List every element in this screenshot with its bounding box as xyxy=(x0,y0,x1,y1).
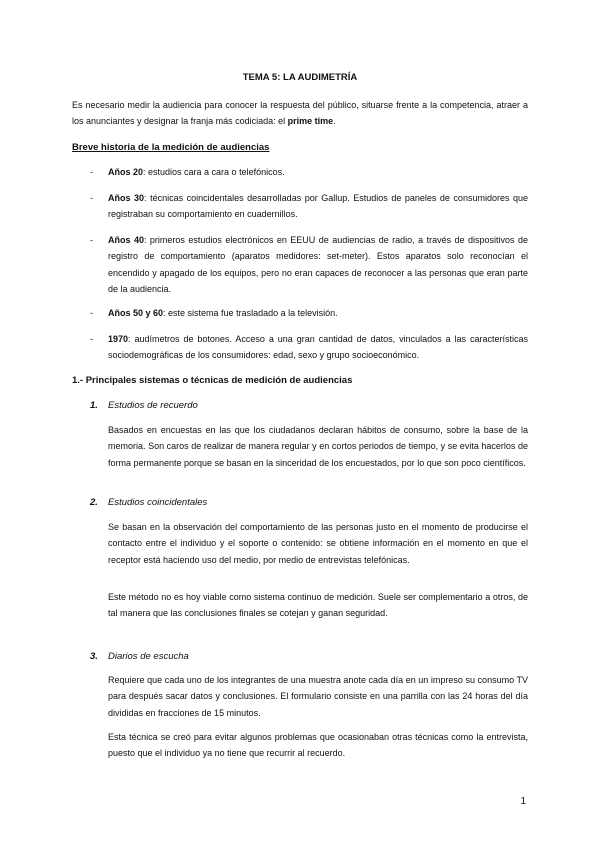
history-item: Años 20: estudios cara a cara o telefónicos. xyxy=(108,167,285,177)
section-1-heading: 1.- Principales sistemas o técnicas de medición de audiencias xyxy=(72,375,353,386)
document-title: TEMA 5: LA AUDIMETRÍA xyxy=(242,72,358,83)
prime-time-term: prime time xyxy=(287,116,334,127)
bullet-marker: - xyxy=(90,235,93,245)
subsection-2-paragraph: Se basan en la observación del comportamiento de las personas justo en el momento de producirse el contacto entre el individuo y el soporte o contenido: se obtiene información en el momento en que el receptor está haciendo uso del medio, por medio de entrevistas telefónicas. xyxy=(108,522,528,565)
subsection-1-heading: 1. Estudios de recuerdo xyxy=(90,400,198,411)
bullet-marker: - xyxy=(90,308,93,318)
subsection-3-heading: 3. Diarios de escucha xyxy=(90,651,189,662)
bullet-marker: - xyxy=(90,193,93,203)
page-number: 1 xyxy=(520,796,526,807)
intro-paragraph: Es necesario medir la audiencia para conocer la respuesta del público, situarse frente a la competencia, atraer a los anunciantes y designar la franja más codiciada: el prime time. xyxy=(72,100,528,127)
bullet-marker: - xyxy=(90,334,93,344)
history-item: Años 50 y 60: este sistema fue trasladado a la televisión. xyxy=(108,308,338,318)
bullet-marker: - xyxy=(90,167,93,177)
subsection-3-paragraph: Requiere que cada uno de los integrantes de una muestra anote cada día en un impreso su consumo TV para después sacar datos y conclusiones. El formulario consiste en una parrilla con las 24 horas del día divididas en fracciones de 15 minutos. xyxy=(108,675,528,718)
history-item: Años 40: primeros estudios electrónicos en EEUU de audiencias de radio, a través de dispositivos de registro de comportamiento (aparatos medidores: set-meter). Estos aparatos solo reconocían el encendido y apagado de los equipos, pero no eran capaces de reconocer a las personas que eran parte de la audiencia. xyxy=(108,235,528,294)
subsection-2-paragraph: Este método no es hoy viable como sistema continuo de medición. Suele ser complementario a otros, de tal manera que las conclusiones finales se cotejan y ganan seguridad. xyxy=(108,592,528,619)
history-item: Años 30: técnicas coincidentales desarrolladas por Gallup. Estudios de paneles de consumidores que registraban su comportamiento en cuadernillos. xyxy=(108,193,528,220)
subsection-1-paragraph: Basados en encuestas en las que los ciudadanos declaran hábitos de consumo, sobre la base de la memoria. Son caros de realizar de manera regular y en cortos periodos de tiempo, y se evita hacerlos de forma permanente porque se basan en la sinceridad de los encuestados, por lo que son poco científicos. xyxy=(108,425,528,468)
history-heading: Breve historia de la medición de audiencias xyxy=(72,142,270,153)
history-item: 1970: audímetros de botones. Acceso a una gran cantidad de datos, vinculados a las características sociodemográficas de los consumidores: edad, sexo y grupo socioeconómico. xyxy=(108,334,528,361)
subsection-2-heading: 2. Estudios coincidentales xyxy=(90,497,208,508)
subsection-3-paragraph: Esta técnica se creó para evitar algunos problemas que ocasionaban otras técnicas como la entrevista, puesto que el individuo ya no tiene que recurrir al recuerdo. xyxy=(108,732,528,759)
